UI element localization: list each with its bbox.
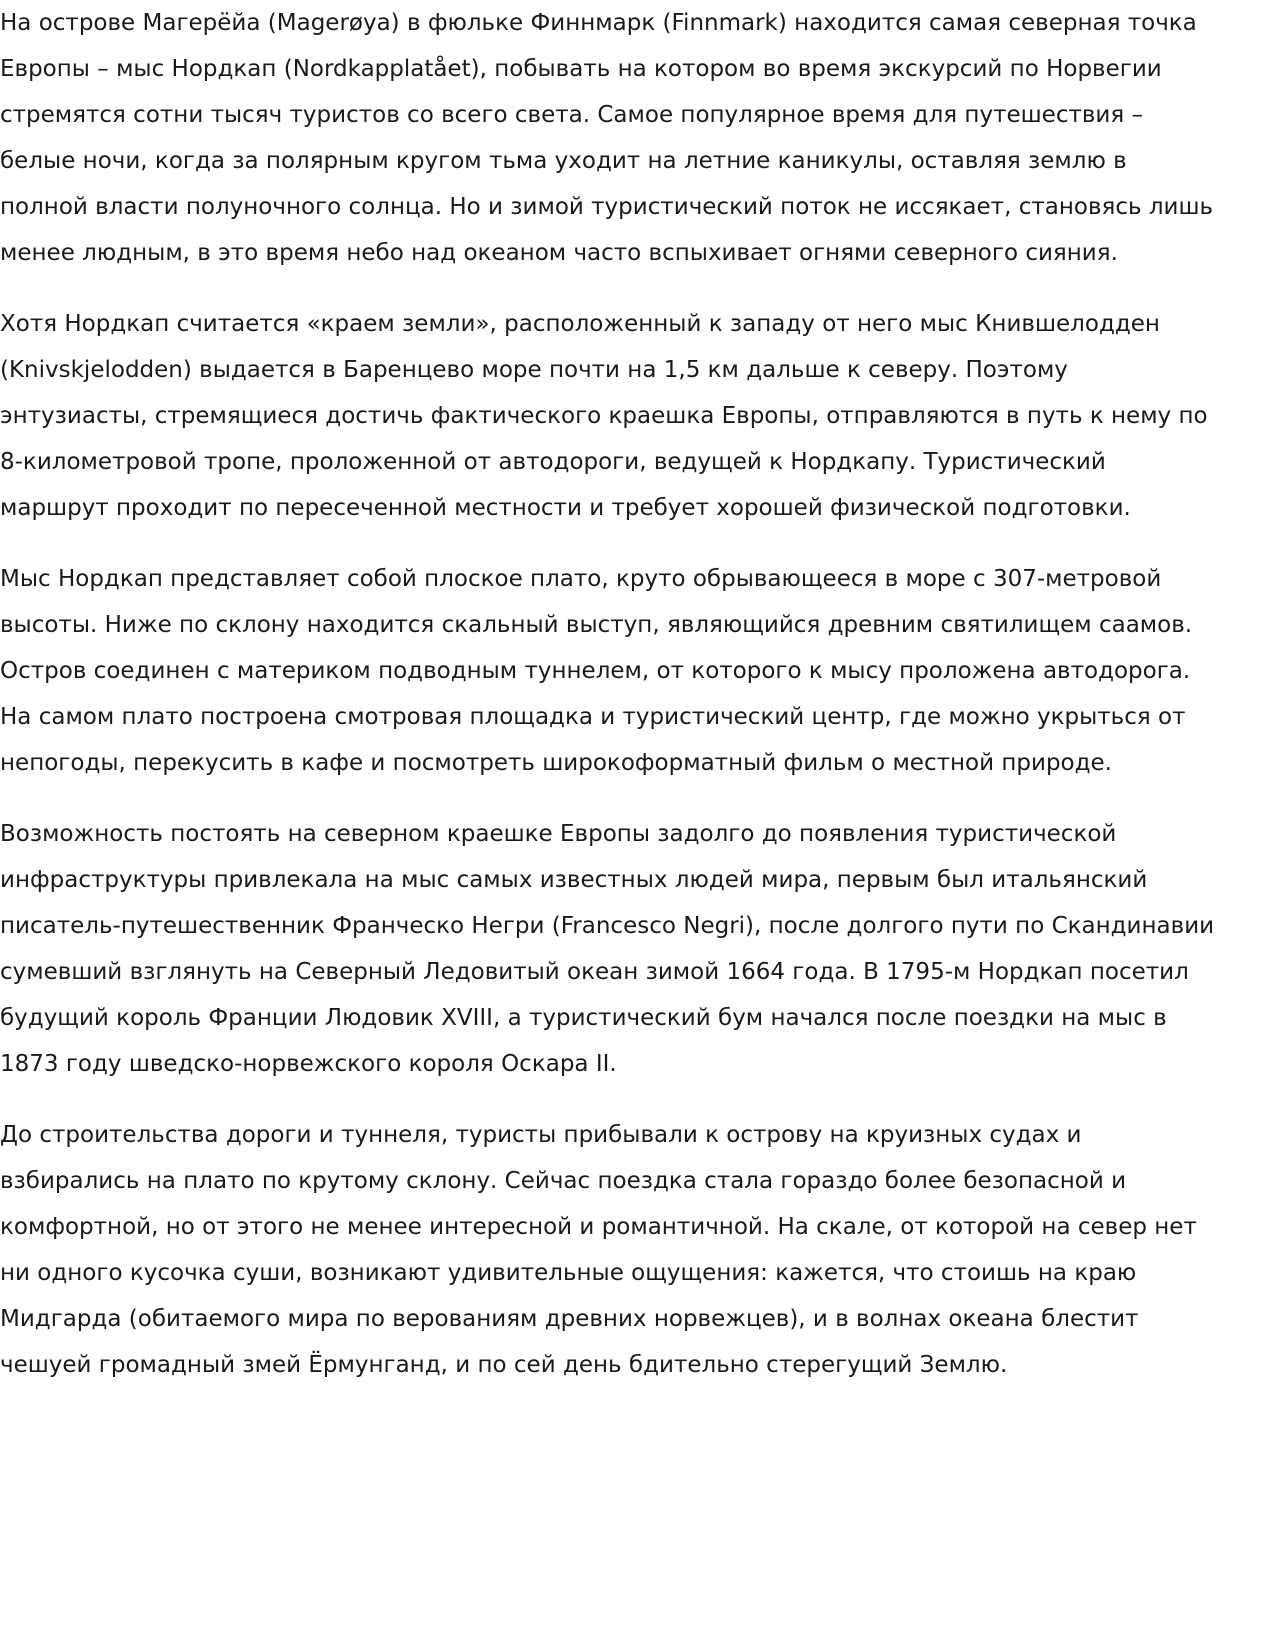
- paragraph-history: Возможность постоять на северном краешке Европы задолго до появления туристической инфраструктуры привлекала на мыс самых известных людей мира, первым был итальянский писатель-путешественник Франческо Негри (Francesco Negri), после долгого пути по Скандинавии сумевший взглянуть на Северный Ледовитый океан зимой 1664 года. В 1795-м Нордкап посетил будущий король Франции Людовик XVIII, а туристический бум начался после поездки на мыс в 1873 году шведско-норвежского короля Оскара II.: [0, 821, 1215, 1077]
- paragraph-plateau: Мыс Нордкап представляет собой плоское плато, круто обрывающееся в море с 307-метровой высоты. Ниже по склону находится скальный выступ, являющийся древним святилищем саамов. Остров соединен с материком подводным туннелем, от которого к мысу проложена автодорога. На самом плато построена смотровая площадка и туристический центр, где можно укрыться от непогоды, перекусить в кафе и посмотреть широкоформатный фильм о местной природе.: [0, 566, 1193, 776]
- paragraph-experience: До строительства дороги и туннеля, туристы прибывали к острову на круизных судах и взбирались на плато по крутому склону. Сейчас поездка стала гораздо более безопасной и комфортной, но от этого не менее интересной и романтичной. На скале, от которой на север нет ни одного кусочка суши, возникают удивительные ощущения: кажется, что стоишь на краю Мидгарда (обитаемого мира по верованиям древних норвежцев), и в волнах океана блестит чешуей громадный змей Ёрмунганд, и по сей день бдительно стерегущий Землю.: [0, 1122, 1197, 1378]
- paragraph-intro: На острове Магерёйа (Magerøya) в фюльке Финнмарк (Finnmark) находится самая северная точка Европы – мыс Нордкап (Nordkapplatået), побывать на котором во время экскурсий по Норвегии стремятся сотни тысяч туристов со всего света. Самое популярное время для путешествия – белые ночи, когда за полярным кругом тьма уходит на летние каникулы, оставляя землю в полной власти полуночного солнца. Но и зимой туристический поток не иссякает, становясь лишь менее людным, в это время небо над океаном часто вспыхивает огнями северного сияния.: [0, 10, 1214, 266]
- paragraph-knivskjelodden: Хотя Нордкап считается «краем земли», расположенный к западу от него мыс Кнившелодден (Knivskjelodden) выдается в Баренцево море почти на 1,5 км дальше к северу. Поэтому энтузиасты, стремящиеся достичь фактического краешка Европы, отправляются в путь к нему по 8-километровой тропе, проложенной от автодороги, ведущей к Нордкапу. Туристический маршрут проходит по пересеченной местности и требует хорошей физической подготовки.: [0, 311, 1208, 521]
